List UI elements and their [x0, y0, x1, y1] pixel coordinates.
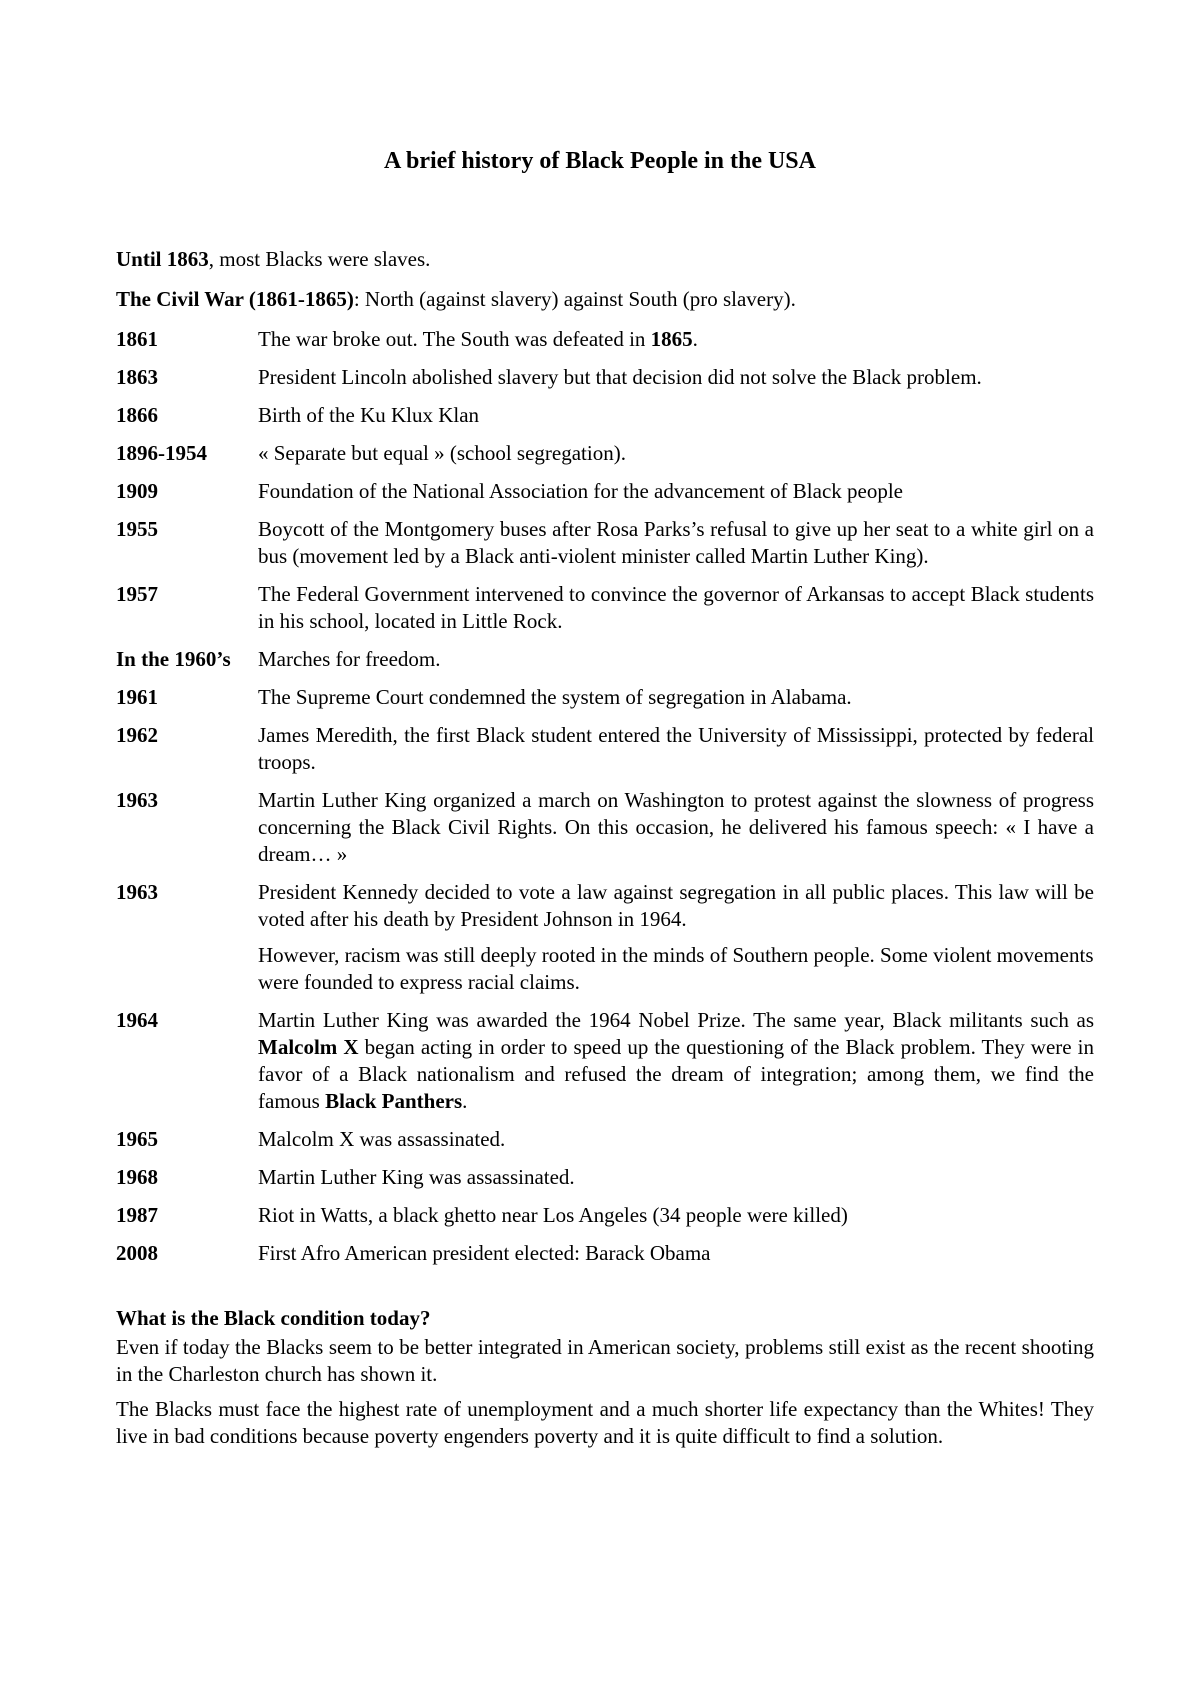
timeline-year: 1968	[116, 1165, 158, 1189]
timeline	[116, 326, 1094, 1267]
section-heading: What is the Black condition today?	[116, 1306, 431, 1330]
timeline-row	[116, 1202, 1094, 1229]
timeline-year: In the 1960’s	[116, 647, 231, 671]
timeline-row	[116, 326, 1094, 353]
section-paragraph: The Blacks must face the highest rate of unemployment and a much shorter life expectancy than the Whites! They live in bad conditions because poverty engenders poverty and it is quite difficult to find a solution.	[116, 1397, 1094, 1448]
timeline-year: 1964	[116, 1008, 158, 1032]
timeline-text: Foundation of the National Association for the advancement of Black people	[258, 479, 903, 503]
timeline-year: 1955	[116, 517, 158, 541]
timeline-year: 1965	[116, 1127, 158, 1151]
intro-line-civil-war	[116, 286, 1094, 313]
timeline-row	[116, 1164, 1094, 1191]
timeline-year: 2008	[116, 1241, 158, 1265]
timeline-row	[116, 1007, 1094, 1115]
timeline-row	[116, 787, 1094, 868]
timeline-year: 1987	[116, 1203, 158, 1227]
intro-line-slavery	[116, 246, 1094, 273]
timeline-extra-text: However, racism was still deeply rooted in the minds of Southern people. Some violent movements were founded to express racial claims.	[258, 943, 1094, 994]
timeline-row	[116, 1240, 1094, 1267]
timeline-row	[116, 581, 1094, 635]
timeline-year: 1863	[116, 365, 158, 389]
timeline-year: 1896-1954	[116, 441, 207, 465]
timeline-text: Birth of the Ku Klux Klan	[258, 403, 480, 427]
timeline-row	[116, 516, 1094, 570]
timeline-text: James Meredith, the first Black student entered the University of Mississippi, protected by federal troops.	[258, 723, 1094, 774]
section-paragraph: Even if today the Blacks seem to be better integrated in American society, problems still exist as the recent shooting in the Charleston church has shown it.	[116, 1335, 1094, 1386]
timeline-text: Riot in Watts, a black ghetto near Los Angeles (34 people were killed)	[258, 1203, 848, 1227]
timeline-text: The war broke out. The South was defeated in 1865.	[258, 327, 698, 351]
timeline-text: The Supreme Court condemned the system of segregation in Alabama.	[258, 685, 852, 709]
timeline-year: 1861	[116, 327, 158, 351]
intro-bold: Until 1863	[116, 247, 209, 271]
timeline-text: Martin Luther King organized a march on Washington to protest against the slowness of progress concerning the Black Civil Rights. On this occasion, he delivered his famous speech: « I have a dream… »	[258, 788, 1094, 866]
timeline-text: President Kennedy decided to vote a law against segregation in all public places. This law will be voted after his death by President Johnson in 1964. However, racism was still deeply rooted in the minds of Southern people. Some violent movements were founded to express racial claims.	[258, 880, 1094, 994]
timeline-row	[116, 1126, 1094, 1153]
timeline-row	[116, 879, 1094, 996]
timeline-text: President Lincoln abolished slavery but that decision did not solve the Black problem.	[258, 365, 982, 389]
timeline-year: 1866	[116, 403, 158, 427]
timeline-year: 1909	[116, 479, 158, 503]
intro-text: : North (against slavery) against South (pro slavery).	[353, 287, 796, 311]
timeline-year: 1963	[116, 788, 158, 812]
timeline-text: First Afro American president elected: Barack Obama	[258, 1241, 711, 1265]
timeline-row	[116, 364, 1094, 391]
timeline-text: Martin Luther King was assassinated.	[258, 1165, 575, 1189]
timeline-text: Malcolm X was assassinated.	[258, 1127, 506, 1151]
timeline-row	[116, 722, 1094, 776]
intro-bold: The Civil War (1861-1865)	[116, 287, 354, 311]
timeline-text: « Separate but equal » (school segregation).	[258, 441, 626, 465]
document-body	[116, 246, 1094, 1458]
timeline-year: 1963	[116, 880, 158, 904]
timeline-text: Martin Luther King was awarded the 1964 Nobel Prize. The same year, Black militants such as Malcolm X began acting in order to speed up the questioning of the Black problem. They were in favor of a Black nationalism and refused the dream of integration; among them, we find the famous Black Panthers.	[258, 1008, 1094, 1113]
timeline-row	[116, 646, 1094, 673]
document-title: A brief history of Black People in the USA	[384, 148, 816, 174]
intro-text: , most Blacks were slaves.	[208, 247, 431, 271]
timeline-text: Marches for freedom.	[258, 647, 441, 671]
timeline-row	[116, 478, 1094, 505]
timeline-year: 1957	[116, 582, 158, 606]
timeline-year: 1962	[116, 723, 158, 747]
timeline-row	[116, 402, 1094, 429]
timeline-text: The Federal Government intervened to convince the governor of Arkansas to accept Black students in his school, located in Little Rock.	[258, 582, 1094, 633]
timeline-year: 1961	[116, 685, 158, 709]
timeline-row	[116, 684, 1094, 711]
timeline-text: Boycott of the Montgomery buses after Rosa Parks’s refusal to give up her seat to a white girl on a bus (movement led by a Black anti-violent minister called Martin Luther King).	[258, 517, 1094, 568]
timeline-row	[116, 440, 1094, 467]
